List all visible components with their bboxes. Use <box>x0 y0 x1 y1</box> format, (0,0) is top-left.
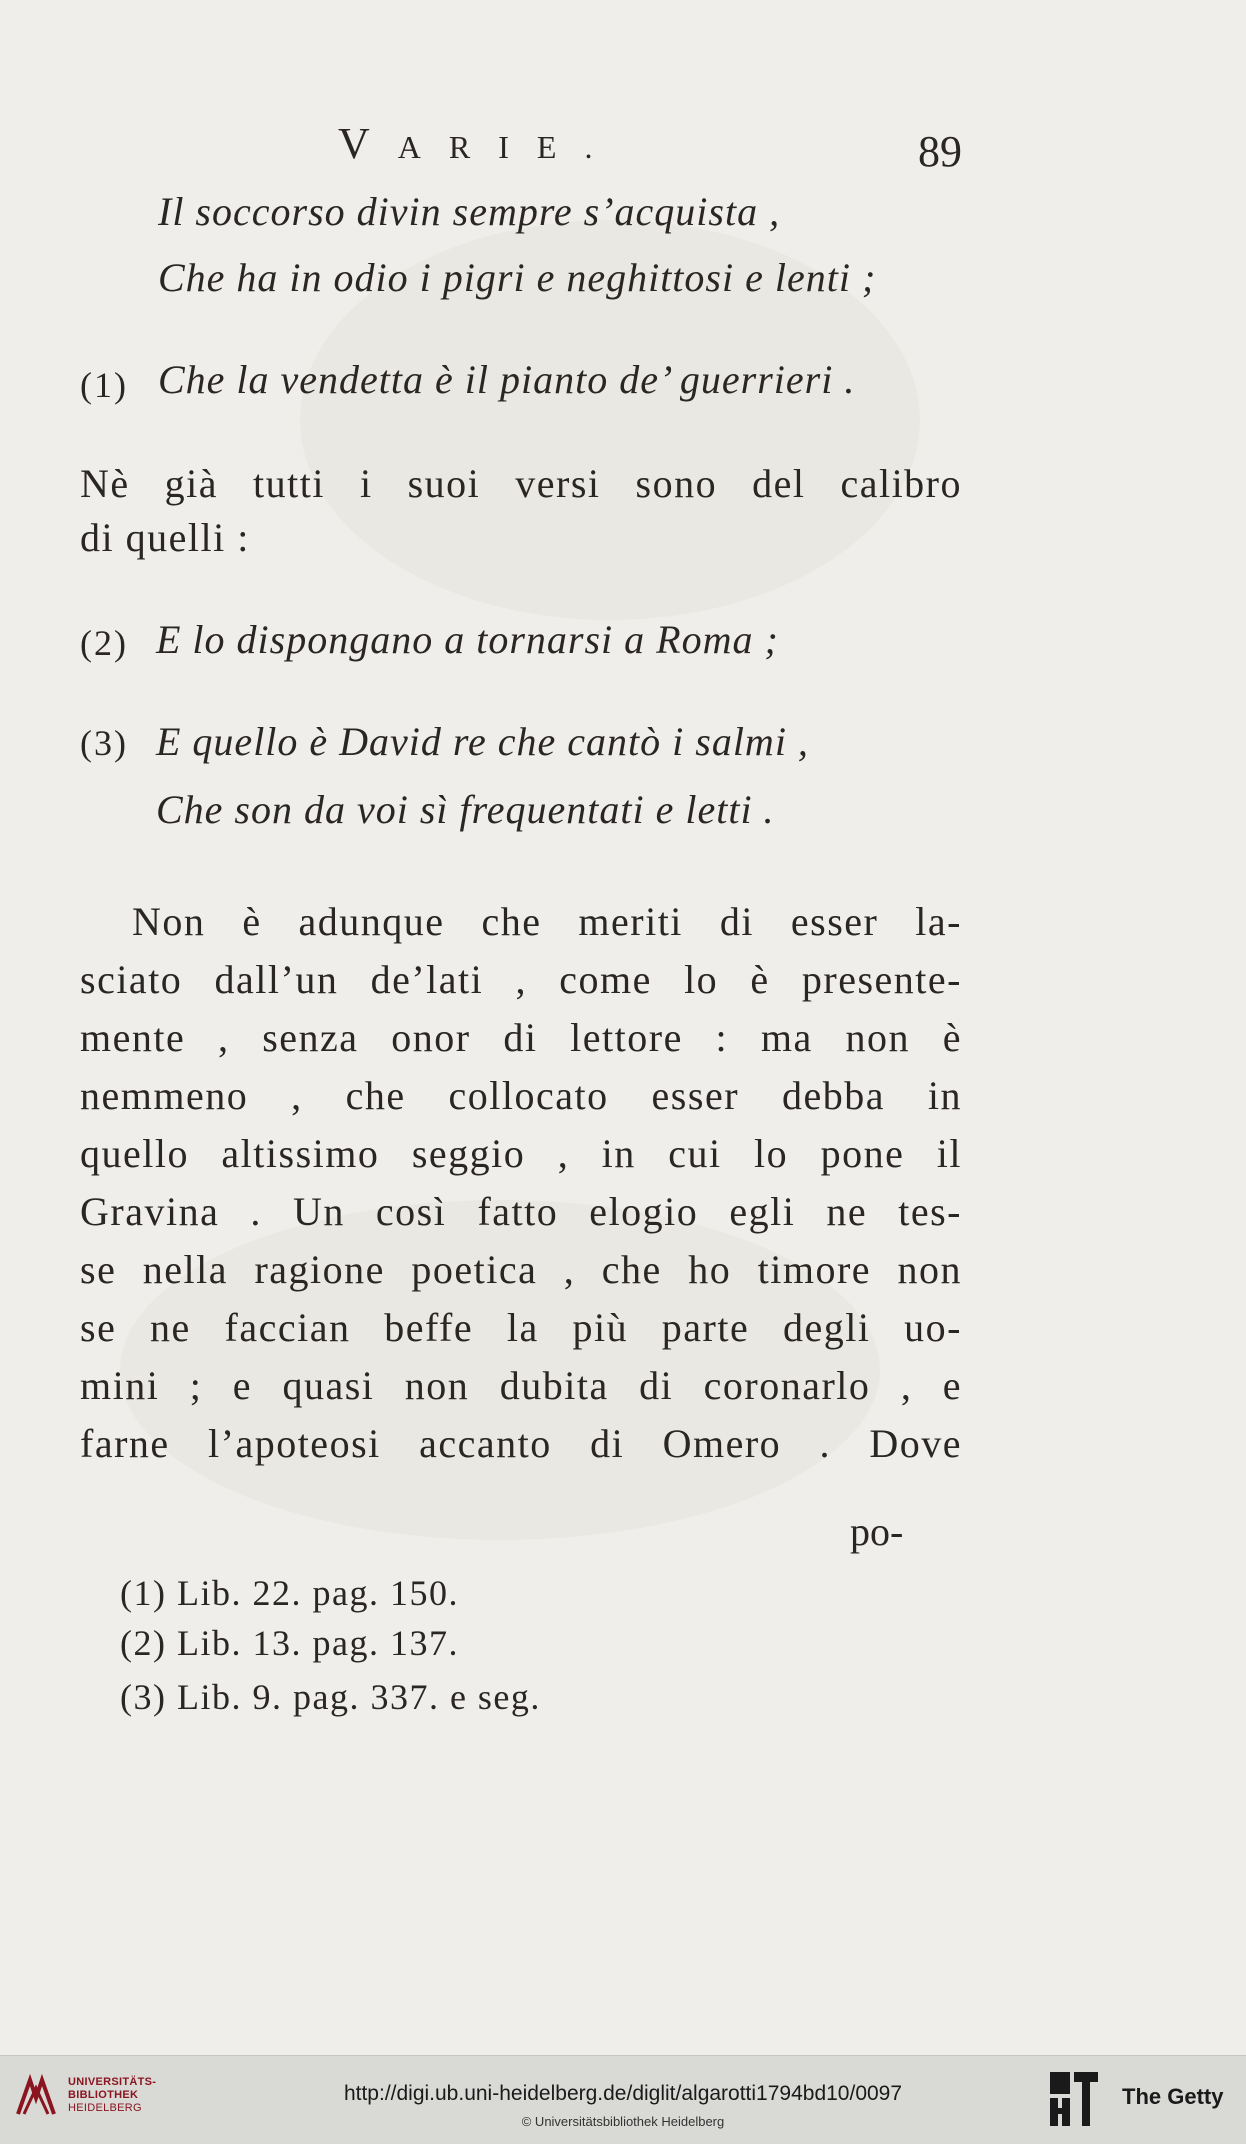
prose-line: farne l’apoteosi accanto di Omero . Dove <box>80 1421 962 1466</box>
verse-note-mark: (3) <box>80 723 128 763</box>
prose-line: Non è adunque che meriti di esser la- <box>132 899 962 944</box>
verse-note-mark: (1) <box>80 365 128 405</box>
footnote: (2) Lib. 13. pag. 137. <box>120 1623 459 1663</box>
prose-line: Gravina . Un così fatto elogio egli ne tes- <box>80 1189 962 1234</box>
verse-line: Che son da voi sì frequentati e letti . <box>156 787 775 832</box>
prose-line: Nè già tutti i suoi versi sono del calibro <box>80 461 962 506</box>
verse-note-mark: (2) <box>80 623 128 663</box>
footnote: (3) Lib. 9. pag. 337. e seg. <box>120 1677 541 1717</box>
prose-line: se nella ragione poetica , che ho timore non <box>80 1247 962 1292</box>
prose-line: sciato dall’un de’lati , come lo è presente- <box>80 957 962 1002</box>
verse-line: E quello è David re che cantò i salmi , <box>156 719 809 764</box>
library-name-line: HEIDELBERG <box>68 2102 142 2114</box>
running-title <box>338 118 620 169</box>
page-number: 89 <box>918 127 962 176</box>
running-title-initial: V <box>338 119 398 168</box>
verse-line: E lo dispongano a tornarsi a Roma ; <box>156 617 779 662</box>
prose-line: mini ; e quasi non dubita di coronarlo , e <box>80 1363 962 1408</box>
copyright-notice: © Universitätsbibliothek Heidelberg <box>521 2114 725 2129</box>
verse-line: Il soccorso divin sempre s’acquista , <box>158 189 781 234</box>
prose-line: se ne faccian beffe la più parte degli uo- <box>80 1305 962 1350</box>
verse-line: Che la vendetta è il pianto de’ guerrieri . <box>158 357 856 402</box>
library-name-line: UNIVERSITÄTS- <box>68 2076 157 2088</box>
verse-line: Che ha in odio i pigri e neghittosi e lenti ; <box>158 255 877 300</box>
prose-line: mente , senza onor di lettore : ma non è <box>80 1015 962 1060</box>
viewer-footer <box>0 2055 1246 2144</box>
running-title-rest: ARIE. <box>397 129 621 165</box>
prose-line: di quelli : <box>80 515 250 560</box>
page-header <box>0 118 1246 178</box>
catchword: po- <box>850 1509 904 1554</box>
permalink-url[interactable]: http://digi.ub.uni-heidelberg.de/diglit/algarotti1794bd10/0097 <box>343 2082 903 2105</box>
prose-line: quello altissimo seggio , in cui lo pone il <box>80 1131 962 1176</box>
footnote: (1) Lib. 22. pag. 150. <box>120 1573 459 1613</box>
prose-line: nemmeno , che collocato esser debba in <box>80 1073 962 1118</box>
getty-logo-icon <box>1048 2070 1100 2128</box>
getty-name: The Getty <box>1122 2084 1224 2109</box>
library-name-line: BIBLIOTHEK <box>68 2089 139 2101</box>
